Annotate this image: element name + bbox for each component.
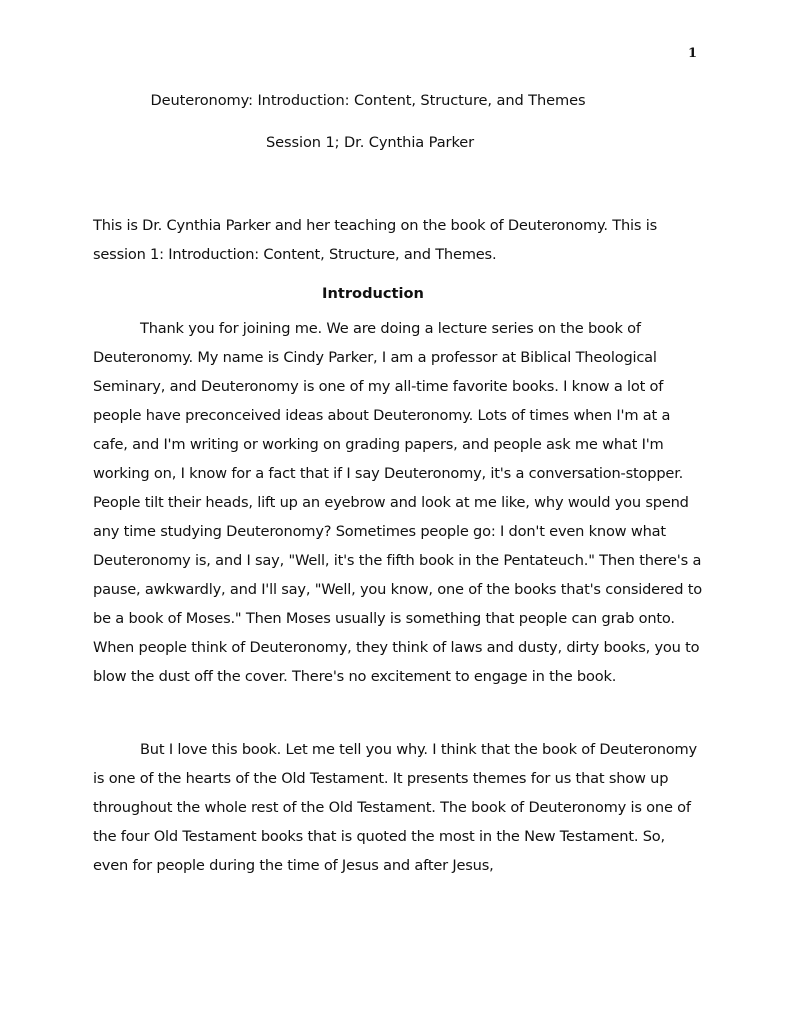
document-title: Deuteronomy: Introduction: Content, Structure, and Themes <box>150 92 586 109</box>
body-paragraph: Thank you for joining me. We are doing a lecture series on the book of Deuteronomy. My name is Cindy Parker, I am a professor at Biblical Theological Seminary, and Deuteronomy is one of my all-time favorite books. I know a lot of people have preconceived ideas about Deuteronomy. Lots of times when I'm at a cafe, and I'm writing or working on grading papers, and people ask me what I'm working on, I know for a fact that if I say Deuteronomy, it's a conversation-stopper. People tilt their heads, lift up an eyebrow and look at me like, why would you spend any time studying Deuteronomy? Sometimes people go: I don't even know what Deuteronomy is, and I say, "Well, it's the fifth book in the Pentateuch." Then there's a pause, awkwardly, and I'll say, "Well, you know, one of the books that's considered to be a book of Moses." Then Moses usually is something that people can grab onto. When people think of Deuteronomy, they think of laws and dusty, dirty books, you to blow the dust off the cover. There's no excitement to engage in the book. <box>93 320 702 685</box>
section-heading: Introduction <box>322 285 424 302</box>
body-paragraph: But I love this book. Let me tell you why. I think that the book of Deuteronomy is one of the hearts of the Old Testament. It presents themes for us that show up throughout the whole rest of the Old Testament. The book of Deuteronomy is one of the four Old Testament books that is quoted the most in the New Testament. So, even for people during the time of Jesus and after Jesus, <box>93 741 697 874</box>
document-subtitle: Session 1; Dr. Cynthia Parker <box>265 134 475 151</box>
intro-paragraph: This is Dr. Cynthia Parker and her teaching on the book of Deuteronomy. This is session 1: Introduction: Content, Structure, and Themes. <box>93 217 657 263</box>
page-number: 1 <box>687 46 697 61</box>
